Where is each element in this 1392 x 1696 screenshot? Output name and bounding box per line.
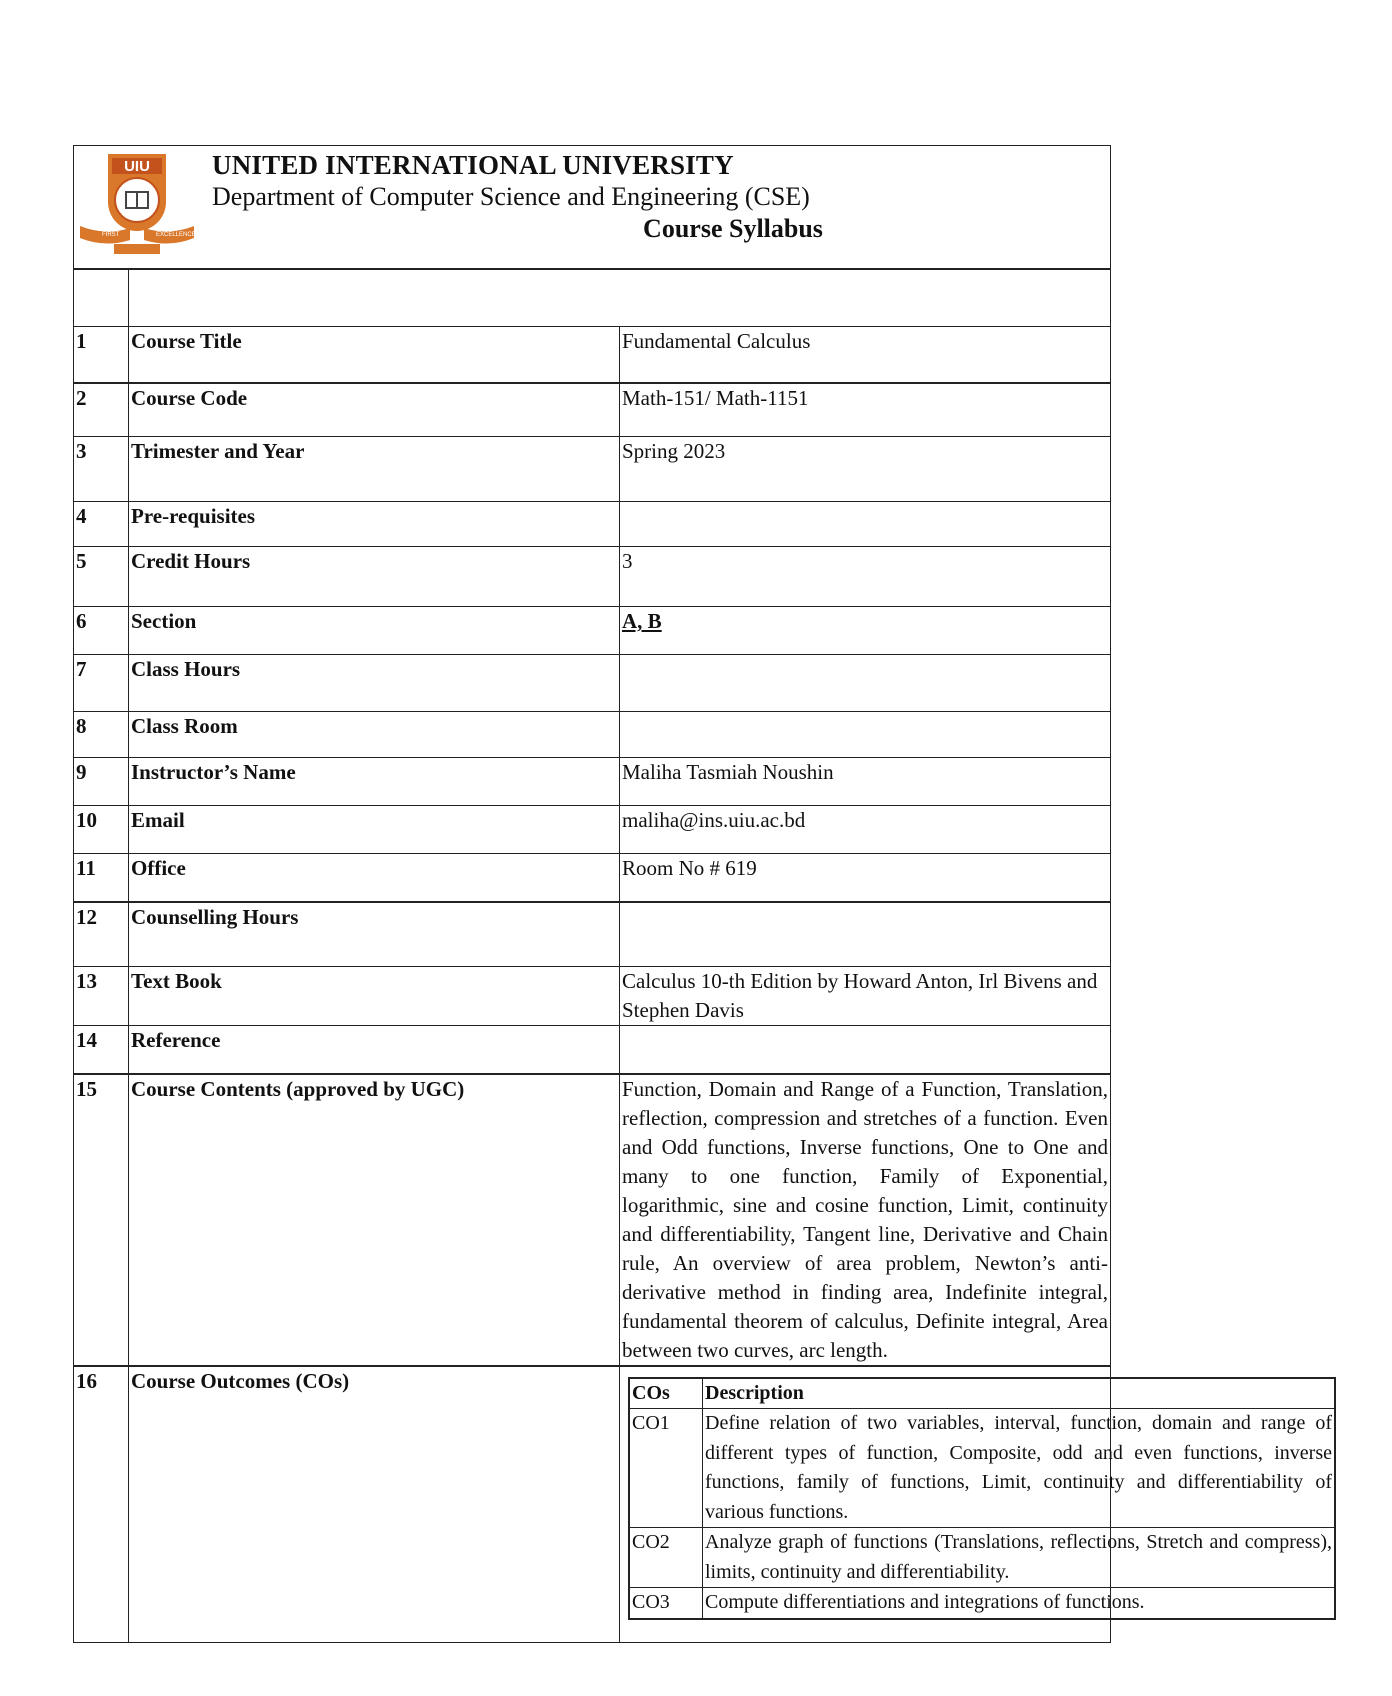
logo-ribbon-left: FIRST xyxy=(102,232,120,238)
syllabus-document xyxy=(73,145,1332,1613)
co-row xyxy=(629,1588,1335,1619)
table-row xyxy=(74,902,1111,967)
table-row xyxy=(74,1074,1111,1366)
table-row xyxy=(74,607,1111,655)
table-row xyxy=(74,1366,1111,1643)
course-outcomes-table xyxy=(628,1377,1336,1620)
co-header-desc: Description xyxy=(703,1378,1336,1409)
row-label: Class Room xyxy=(129,712,620,758)
row-number: 11 xyxy=(74,854,129,902)
co-id: CO1 xyxy=(629,1409,703,1528)
table-row xyxy=(74,854,1111,902)
course-contents: Function, Domain and Range of a Function, Translation, reflection, compression and stretches of a function. Even and Odd functions, Inverse functions, One to One and many to one function, Family of Exponential, logarithmic, sine and cosine function, Limit, continuity and differentiability, Tangent line, Derivative and Chain rule, An overview of area problem, Newton’s anti-derivative method in finding area, Indefinite integral, fundamental theorem of calculus, Definite integral, Area between two curves, arc length. xyxy=(620,1074,1111,1366)
row-label: Pre-requisites xyxy=(129,502,620,547)
logo-ribbon-right: EXCELLENCE xyxy=(156,232,196,238)
document-title: Course Syllabus xyxy=(643,214,823,243)
row-value: Fundamental Calculus xyxy=(620,327,1111,383)
row-number: 3 xyxy=(74,437,129,502)
co-id: CO2 xyxy=(629,1528,703,1588)
row-value: maliha@ins.uiu.ac.bd xyxy=(620,806,1111,854)
row-label: Section xyxy=(129,607,620,655)
document-header xyxy=(73,145,1111,270)
co-desc: Analyze graph of functions (Translations, reflections, Stretch and compress), limits, continuity and differentiability. xyxy=(703,1528,1336,1588)
row-value: Spring 2023 xyxy=(620,437,1111,502)
row-label: Text Book xyxy=(129,967,620,1026)
co-header-id: COs xyxy=(629,1378,703,1409)
table-row-blank xyxy=(74,269,1111,327)
row-label: Trimester and Year xyxy=(129,437,620,502)
row-number: 12 xyxy=(74,902,129,967)
row-label: Course Code xyxy=(129,383,620,437)
co-desc: Define relation of two variables, interval, function, domain and range of different types of function, Composite, odd and even functions, inverse functions, family of functions, Limit, continuity and differentiability of various functions. xyxy=(703,1409,1336,1528)
row-value xyxy=(620,712,1111,758)
table-row xyxy=(74,502,1111,547)
row-label: Credit Hours xyxy=(129,547,620,607)
row-number: 10 xyxy=(74,806,129,854)
row-label: Office xyxy=(129,854,620,902)
row-value: 3 xyxy=(620,547,1111,607)
table-row xyxy=(74,1026,1111,1074)
row-number: 7 xyxy=(74,655,129,712)
row-number: 16 xyxy=(74,1366,129,1643)
course-outcomes-cell xyxy=(620,1366,1332,1643)
section-value: A, B xyxy=(622,609,662,633)
row-label: Course Outcomes (COs) xyxy=(129,1366,620,1643)
university-name: UNITED INTERNATIONAL UNIVERSITY xyxy=(212,150,734,180)
table-row xyxy=(74,806,1111,854)
row-value: Maliha Tasmiah Noushin xyxy=(620,758,1111,806)
row-number: 1 xyxy=(74,327,129,383)
row-number: 9 xyxy=(74,758,129,806)
row-value xyxy=(620,655,1111,712)
row-value: Calculus 10-th Edition by Howard Anton, Irl Bivens and Stephen Davis xyxy=(620,967,1111,1026)
row-value xyxy=(620,1026,1111,1074)
co-header-row xyxy=(629,1378,1335,1409)
row-number: 6 xyxy=(74,607,129,655)
row-value xyxy=(620,902,1111,967)
table-row xyxy=(74,383,1111,437)
row-label: Reference xyxy=(129,1026,620,1074)
table-row xyxy=(74,758,1111,806)
row-label: Class Hours xyxy=(129,655,620,712)
row-number: 15 xyxy=(74,1074,129,1366)
row-number: 4 xyxy=(74,502,129,547)
table-row xyxy=(74,437,1111,502)
syllabus-table xyxy=(73,268,1332,1643)
row-value: Math-151/ Math-1151 xyxy=(620,383,1111,437)
table-row xyxy=(74,547,1111,607)
co-row xyxy=(629,1409,1335,1528)
logo-text: UIU xyxy=(124,158,150,175)
row-label: Course Contents (approved by UGC) xyxy=(129,1074,620,1366)
table-row xyxy=(74,967,1111,1026)
row-label: Instructor’s Name xyxy=(129,758,620,806)
department-name: Department of Computer Science and Engineering (CSE) xyxy=(212,182,810,211)
row-number: 14 xyxy=(74,1026,129,1074)
row-number: 13 xyxy=(74,967,129,1026)
table-row xyxy=(74,655,1111,712)
co-row xyxy=(629,1528,1335,1588)
row-value: Room No # 619 xyxy=(620,854,1111,902)
co-desc: Compute differentiations and integrations of functions. xyxy=(703,1588,1336,1619)
row-number: 2 xyxy=(74,383,129,437)
row-value xyxy=(620,502,1111,547)
row-label: Email xyxy=(129,806,620,854)
co-id: CO3 xyxy=(629,1588,703,1619)
row-number: 8 xyxy=(74,712,129,758)
row-label: Course Title xyxy=(129,327,620,383)
table-row xyxy=(74,327,1111,383)
table-row xyxy=(74,712,1111,758)
row-number: 5 xyxy=(74,547,129,607)
row-label: Counselling Hours xyxy=(129,902,620,967)
